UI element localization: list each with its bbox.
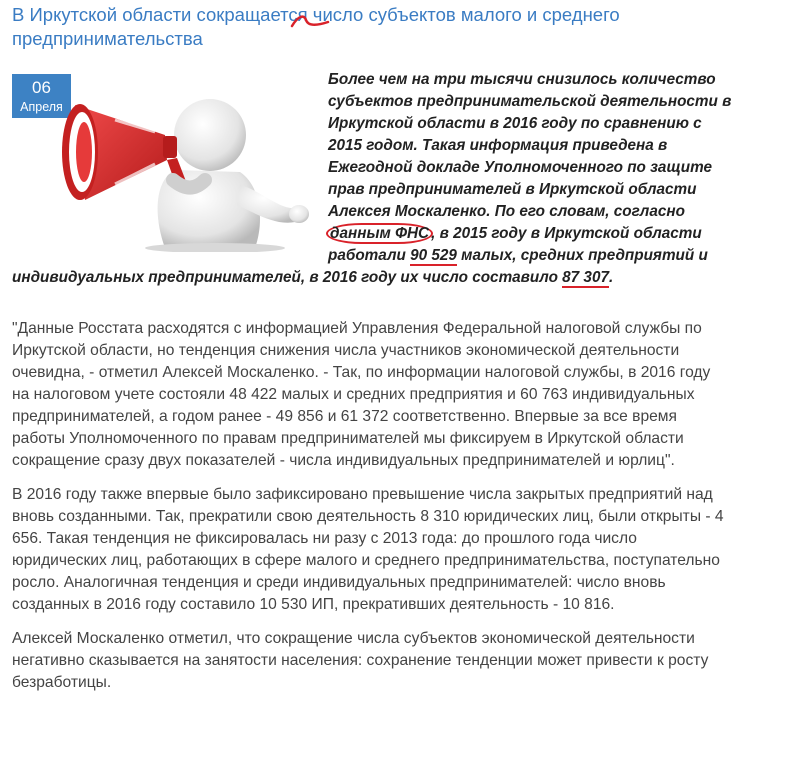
number-2015: 90 529	[410, 247, 457, 264]
highlight-fns: данным ФНС	[326, 223, 433, 244]
date-day: 06	[32, 78, 51, 97]
article-title[interactable]: В Иркутской области сокращается число субъектов малого и среднего предпринимательства	[12, 4, 620, 49]
body-paragraph-2: В 2016 году также впервые было зафиксировано превышение числа закрытых предприятий над вновь созданными. Так, прекратили свою деятельность 8 310 юридических лиц, были открыты - 4 656. Такая тенденция не фиксировалась ни разу с 2013 года: до прошлого года число юридических лиц, работающих в сфере малого и среднего предпринимательства, поступательно росло. Аналогичная тенденция и среди индивидуальных предпринимателей: число вновь созданных в 2016 году составило 10 530 ИП, прекративших деятельность - 10 816.	[12, 486, 724, 613]
date-month: Апреля	[20, 100, 63, 114]
number-2016: 87 307	[562, 269, 609, 286]
lead-text-part1: Более чем на три тысячи снизилось количество субъектов предпринимательской деятельности в Иркутской области в 2016 году по сравнению с 2015 годом. Такая информация приведена в Ежегодной докладе Уполномоченного по защите прав предпринимателей в Иркутской области Алексея Москаленко. По его словам, согласно	[328, 71, 732, 220]
lead-text-part4: .	[608, 269, 614, 286]
body-paragraph-1: "Данные Росстата расходятся с информацией Управления Федеральной налоговой службы по Иркутской области, но тенденция снижения числа участников экономической деятельности очевидна, - отметил Алексей Москаленко. - Так, по информации налоговой службы, в 2016 году на налоговом учете состояли 48 422 малых и средних предприятия и 60 763 индивидуальных предпринимателей, а годом ранее - 49 856 и 61 372 соответственно. Впервые за все время работы Уполномоченного по правам предпринимателей мы фиксируем в Иркутской области сокращение сразу двух показателей - числа индивидуальных предпринимателей и юрлиц".	[12, 320, 711, 469]
lead-text-part2: , в 2015 году в Иркутской области работали	[328, 225, 702, 264]
article-body	[12, 318, 724, 706]
body-paragraph-3: Алексей Москаленко отметил, что сокращение числа субъектов экономической деятельности негативно сказывается на занятости населения: сохранение тенденции может привести к росту безработицы.	[12, 630, 709, 691]
lead-text-part3: малых, средних предприятий и индивидуальных предпринимателей, в 2016 году их число составило	[12, 247, 708, 286]
red-annotation-mark	[290, 6, 330, 30]
lead-float-spacer	[12, 68, 328, 264]
article-lead	[12, 68, 732, 289]
